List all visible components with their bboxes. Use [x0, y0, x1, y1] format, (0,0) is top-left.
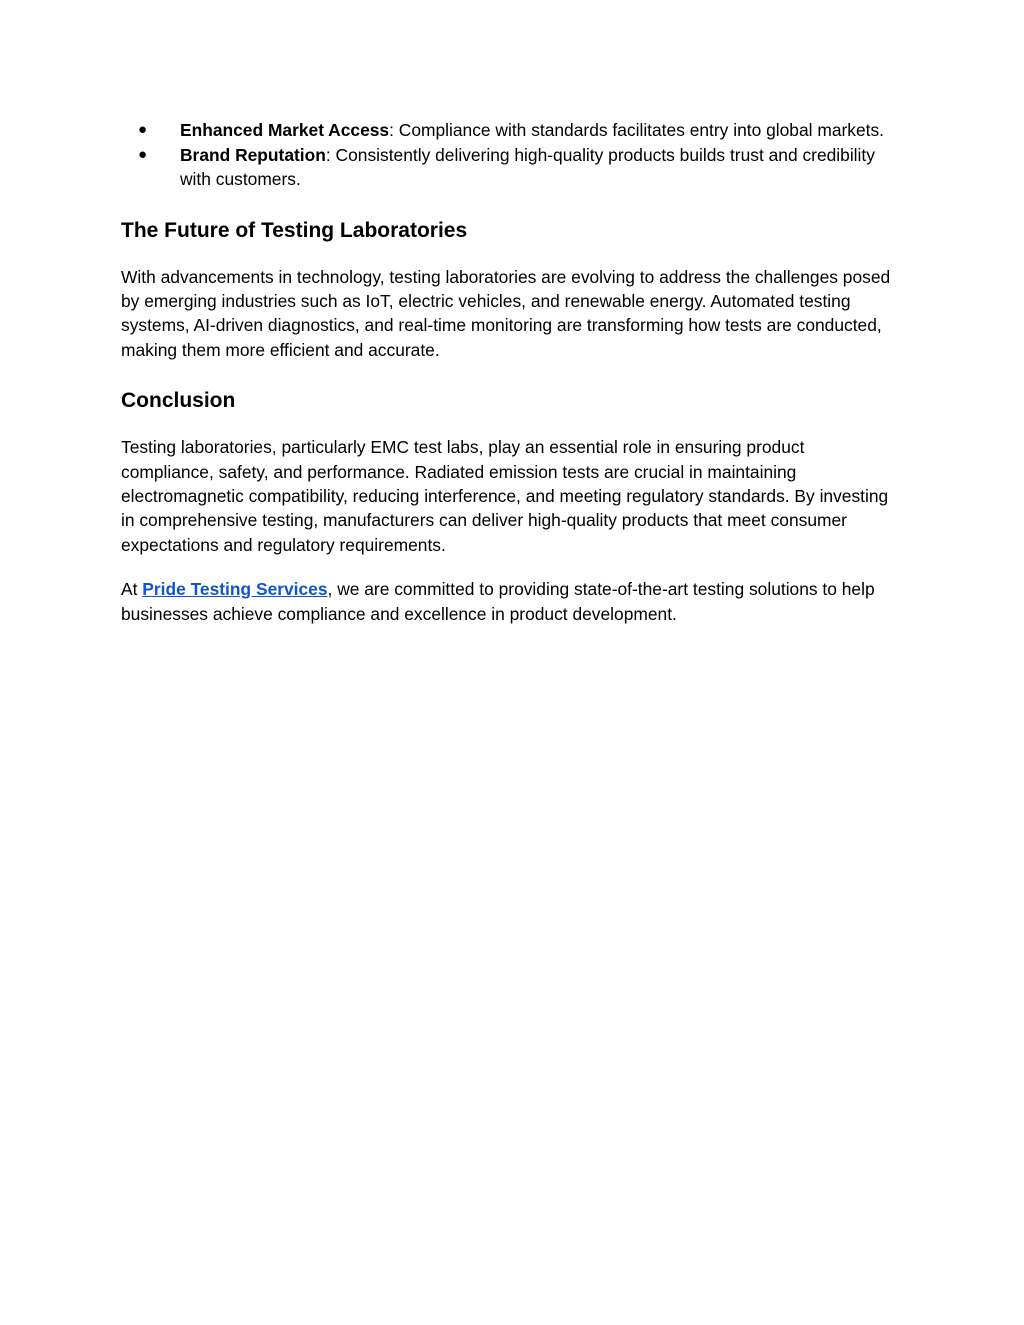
section-paragraph-future: With advancements in technology, testing laboratories are evolving to address the challenges posed by emerging industries such as IoT, electric vehicles, and renewable energy. Automated testing systems, AI-driven diagnostics, and real-time monitoring are transforming how tests are conducted, making them more efficient and accurate.: [121, 266, 891, 360]
document-page: [121, 118, 901, 626]
bullet-icon: ●: [138, 121, 148, 138]
bullet-icon: ●: [138, 145, 148, 163]
closing-paragraph: [121, 577, 901, 626]
bullet-term: Enhanced Market Access: [180, 120, 390, 140]
list-item: [121, 118, 901, 143]
benefits-list: [121, 118, 901, 192]
pride-testing-services-link[interactable]: Pride Testing Services: [142, 579, 328, 600]
section-heading-future: The Future of Testing Laboratories: [121, 218, 468, 242]
bullet-term: Brand Reputation: [180, 144, 326, 165]
section-heading-conclusion: Conclusion: [121, 389, 236, 413]
bullet-text: : Consistently delivering high-quality products builds trust and credibility with customers.: [180, 144, 875, 189]
closing-suffix: , we are committed to providing state-of-the-art testing solutions to help businesses achieve compliance and excellence in product development.: [121, 579, 875, 624]
section-paragraph-conclusion: Testing laboratories, particularly EMC test labs, play an essential role in ensuring product compliance, safety, and performance. Radiated emission tests are crucial in maintaining electromagnetic compatibility, reducing interference, and meeting regulatory standards. By investing in comprehensive testing, manufacturers can deliver high-quality products that meet consumer expectations and regulatory requirements.: [121, 437, 889, 555]
list-item: [121, 143, 901, 192]
closing-prefix: At: [121, 579, 143, 600]
bullet-text: : Compliance with standards facilitates entry into global markets.: [389, 120, 885, 140]
